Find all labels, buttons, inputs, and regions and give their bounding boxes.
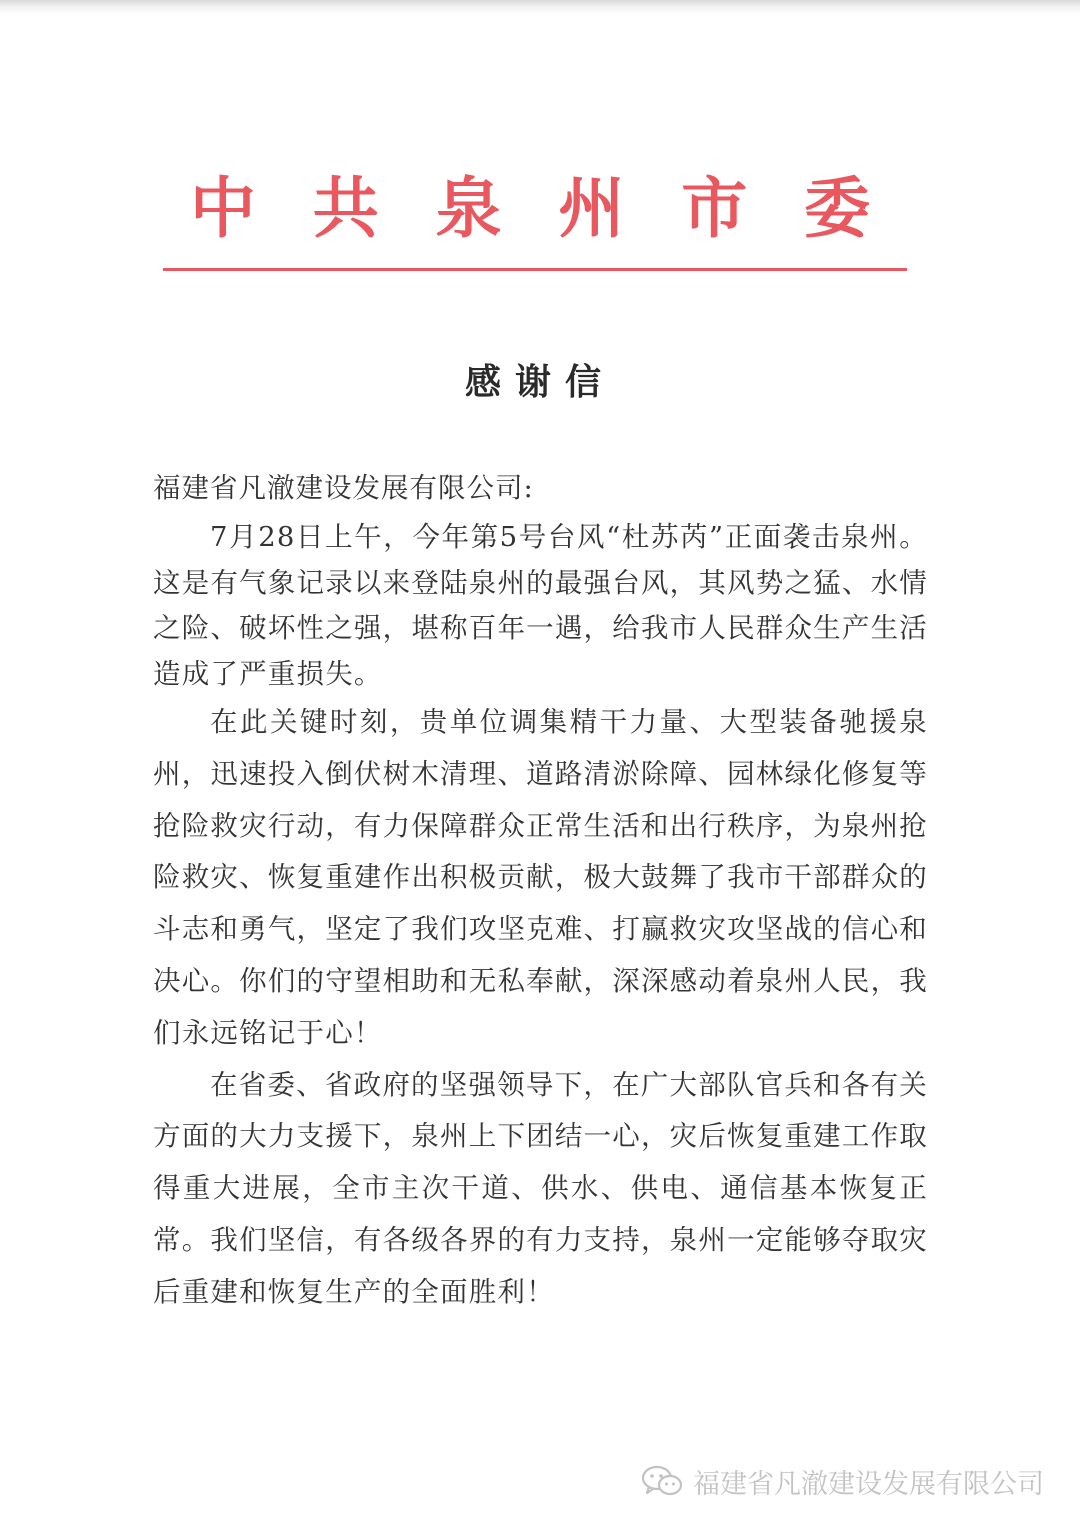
document-title: 感谢信 bbox=[464, 362, 615, 403]
letterhead bbox=[190, 168, 870, 248]
letter-body bbox=[153, 466, 928, 1319]
scan-top-edge bbox=[0, 0, 1080, 14]
letterhead-char: 市 bbox=[681, 169, 748, 247]
paragraph-3: 在省委、省政府的坚强领导下，在广大部队官兵和各有关方面的大力支援下，泉州上下团结一心，灾后恢复重建工作取得重大进展，全市主次干道、供水、供电、通信基本恢复正常。我们坚信，有各级各界的有力支持，泉州一定能够夺取灾后重建和恢复生产的全面胜利！ bbox=[153, 1068, 928, 1308]
salutation: 福建省凡澈建设发展有限公司: bbox=[153, 472, 534, 504]
watermark-text: 福建省凡澈建设发展有限公司 bbox=[693, 1468, 1044, 1500]
letterhead-char: 州 bbox=[558, 169, 625, 247]
paragraph-1: 7月28日上午，今年第5号台风“杜苏芮”正面袭击泉州。这是有气象记录以来登陆泉州的最强台风，其风势之猛、水情之险、破坏性之强，堪称百年一遇，给我市人民群众生产生活造成了严重损失。 bbox=[153, 521, 928, 690]
wechat-watermark bbox=[641, 1456, 1044, 1506]
paragraph-2: 在此关键时刻，贵单位调集精干力量、大型装备驰援泉州，迅速投入倒伏树木清理、道路清淤除障、园林绿化修复等抢险救灾行动，有力保障群众正常生活和出行秩序，为泉州抢险救灾、恢复重建作出积极贡献，极大鼓舞了我市干部群众的斗志和勇气，坚定了我们攻坚克难、打赢救灾攻坚战的信心和决心。你们的守望相助和无私奉献，深深感动着泉州人民，我们永远铭记于心！ bbox=[153, 706, 928, 1049]
letterhead-char: 泉 bbox=[435, 169, 502, 247]
wechat-icon bbox=[641, 1464, 683, 1498]
letterhead-char: 中 bbox=[190, 169, 256, 247]
letterhead-red-rule bbox=[163, 268, 907, 271]
letterhead-char: 委 bbox=[803, 169, 870, 247]
letterhead-char: 共 bbox=[312, 169, 379, 247]
